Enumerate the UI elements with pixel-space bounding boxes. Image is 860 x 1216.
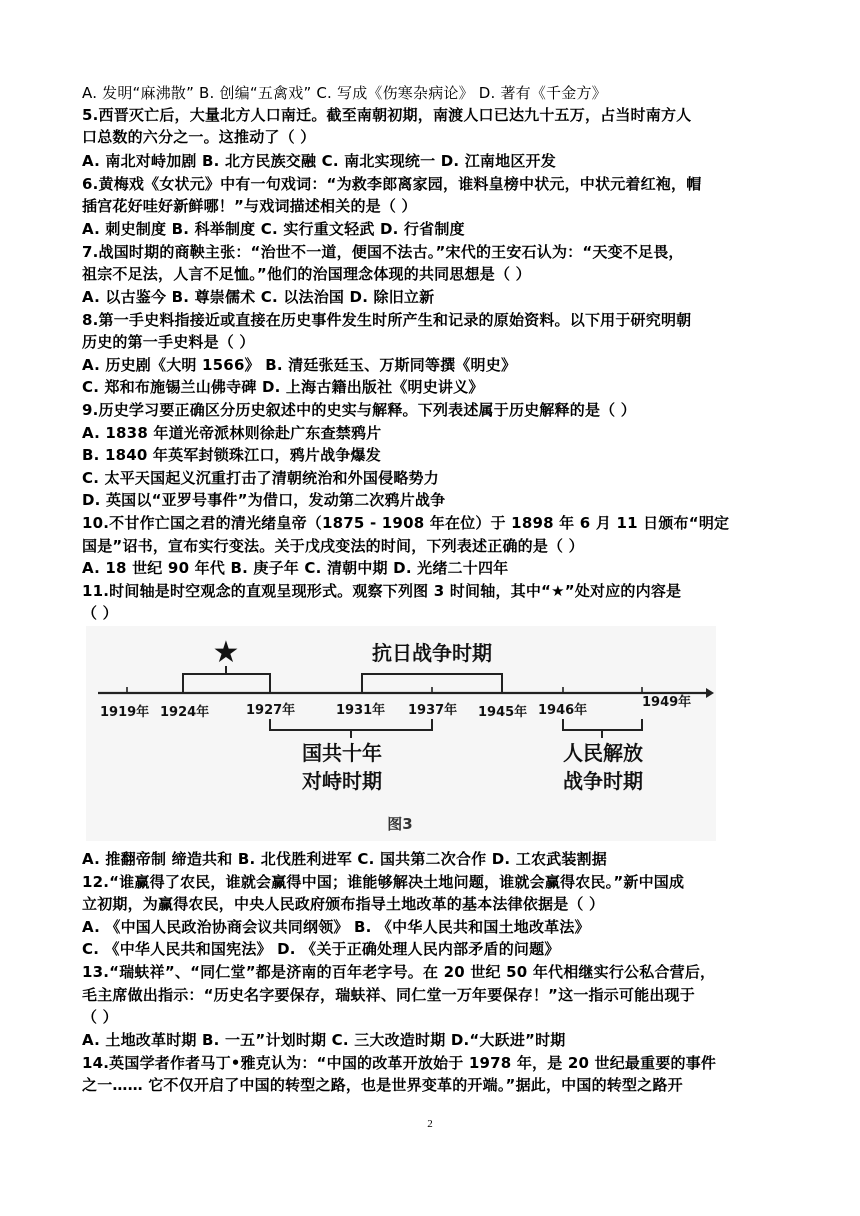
q13-stem-1: 13.“瑞蚨祥”、“同仁堂”都是济南的百年老字号。在 20 世纪 50 年代相继实行公私合营后， <box>82 963 716 981</box>
q11-options: A. 推翻帝制 缔造共和 B. 北伐胜利进军 C. 国共第二次合作 D. 工农武装割据 <box>82 850 607 868</box>
year-1919: 1919年 <box>100 705 150 720</box>
year-1945: 1945年 <box>478 705 528 720</box>
q8-options-cd: C. 郑和布施锡兰山佛寺碑 D. 上海古籍出版社《明史讲义》 <box>82 378 484 396</box>
year-1949: 1949年 <box>642 695 692 710</box>
war-period-label: 抗日战争时期 <box>372 641 492 665</box>
q13-stem-2: 毛主席做出指示：“历史名字要保存，瑞蚨祥、同仁堂一万年要保存！”这一指示可能出现于 <box>82 986 695 1004</box>
q4-options: A. 发明“麻沸散” B. 创编“五禽戏” C. 写成《伤寒杂病论》 D. 著有《千金方》 <box>82 84 607 102</box>
q6-stem-1: 6.黄梅戏《女状元》中有一句戏词：“为救李郎离家园，谁料皇榜中状元，中状元着红袍，帽 <box>82 175 702 193</box>
year-1924: 1924年 <box>160 705 210 720</box>
year-1946: 1946年 <box>538 703 588 718</box>
q14-stem-2: 之一…… 它不仅开启了中国的转型之路，也是世界变革的开端。”据此，中国的转型之路开 <box>82 1076 683 1094</box>
q8-stem-1: 8.第一手史料指接近或直接在历史事件发生时所产生和记录的原始资料。以下用于研究明朝 <box>82 311 692 329</box>
q14-stem-1: 14.英国学者作者马丁•雅克认为：“中国的改革开放始于 1978 年，是 20 世纪最重要的事件 <box>82 1054 717 1072</box>
q5-options: A. 南北对峙加剧 B. 北方民族交融 C. 南北实现统一 D. 江南地区开发 <box>82 152 556 170</box>
q5-stem-1: 5.西晋灭亡后，大量北方人口南迁。截至南朝初期，南渡人口已达九十五万，占当时南方人 <box>82 106 692 124</box>
q12-stem-1: 12.“谁赢得了农民，谁就会赢得中国；谁能够解决土地问题，谁就会赢得农民。”新中国成 <box>82 873 685 891</box>
year-1937: 1937年 <box>408 703 458 718</box>
q13-options: A. 土地改革时期 B. 一五”计划时期 C. 三大改造时期 D.“大跃进”时期 <box>82 1031 566 1049</box>
year-1931: 1931年 <box>336 703 386 718</box>
timeline-figure <box>86 626 716 841</box>
liberation-label-2: 战争时期 <box>563 769 643 793</box>
ten-year-label-1: 国共十年 <box>302 741 382 765</box>
q5-stem-2: 口总数的六分之一。这推动了（ ） <box>82 128 316 146</box>
q10-stem-1: 10.不甘作亡国之君的清光绪皇帝（1875 - 1908 年在位）于 1898 年 6 月 11 日颁布“明定 <box>82 514 730 532</box>
q7-options: A. 以古鉴今 B. 尊崇儒术 C. 以法治国 D. 除旧立新 <box>82 288 435 306</box>
liberation-label-1: 人民解放 <box>563 741 643 765</box>
q12-options-cd: C. 《中华人民共和国宪法》 D. 《关于正确处理人民内部矛盾的问题》 <box>82 940 560 958</box>
page-number: 2 <box>427 1118 433 1130</box>
figure-caption: 图3 <box>387 815 413 833</box>
q9-option-b: B. 1840 年英军封锁珠江口，鸦片战争爆发 <box>82 446 381 464</box>
q8-stem-2: 历史的第一手史料是（ ） <box>82 333 255 351</box>
q13-stem-3: （ ） <box>82 1008 118 1026</box>
year-1927: 1927年 <box>246 703 296 718</box>
q12-options-ab: A. 《中国人民政治协商会议共同纲领》 B. 《中华人民共和国土地改革法》 <box>82 918 590 936</box>
q9-option-c: C. 太平天国起义沉重打击了清朝统治和外国侵略势力 <box>82 469 439 487</box>
q10-stem-2: 国是”诏书，宣布实行变法。关于戊戌变法的时间，下列表述正确的是（ ） <box>82 537 584 555</box>
q9-option-d: D. 英国以“亚罗号事件”为借口，发动第二次鸦片战争 <box>82 491 446 509</box>
q10-options: A. 18 世纪 90 年代 B. 庚子年 C. 清朝中期 D. 光绪二十四年 <box>82 559 509 577</box>
star-icon: ★ <box>212 635 240 670</box>
q11-stem-1: 11.时间轴是时空观念的直观呈现形式。观察下列图 3 时间轴，其中“★”处对应的内容是 <box>82 582 682 600</box>
q11-stem-2: （ ） <box>82 604 118 622</box>
q9-option-a: A. 1838 年道光帝派林则徐赴广东查禁鸦片 <box>82 424 382 442</box>
q7-stem-1: 7.战国时期的商鞅主张：“治世不一道，便国不法古。”宋代的王安石认为：“天变不足畏， <box>82 243 684 261</box>
q8-options-ab: A. 历史剧《大明 1566》 B. 清廷张廷玉、万斯同等撰《明史》 <box>82 356 517 374</box>
q9-stem: 9.历史学习要正确区分历史叙述中的史实与解释。下列表述属于历史解释的是（ ） <box>82 401 636 419</box>
ten-year-label-2: 对峙时期 <box>302 769 382 793</box>
q6-stem-2: 插宫花好哇好新鲜哪！”与戏词描述相关的是（ ） <box>82 197 417 215</box>
q7-stem-2: 祖宗不足法，人言不足恤。”他们的治国理念体现的共同思想是（ ） <box>82 265 531 283</box>
q12-stem-2: 立初期，为赢得农民，中央人民政府颁布指导土地改革的基本法律依据是（ ） <box>82 895 605 913</box>
q6-options: A. 刺史制度 B. 科举制度 C. 实行重文轻武 D. 行省制度 <box>82 220 465 238</box>
